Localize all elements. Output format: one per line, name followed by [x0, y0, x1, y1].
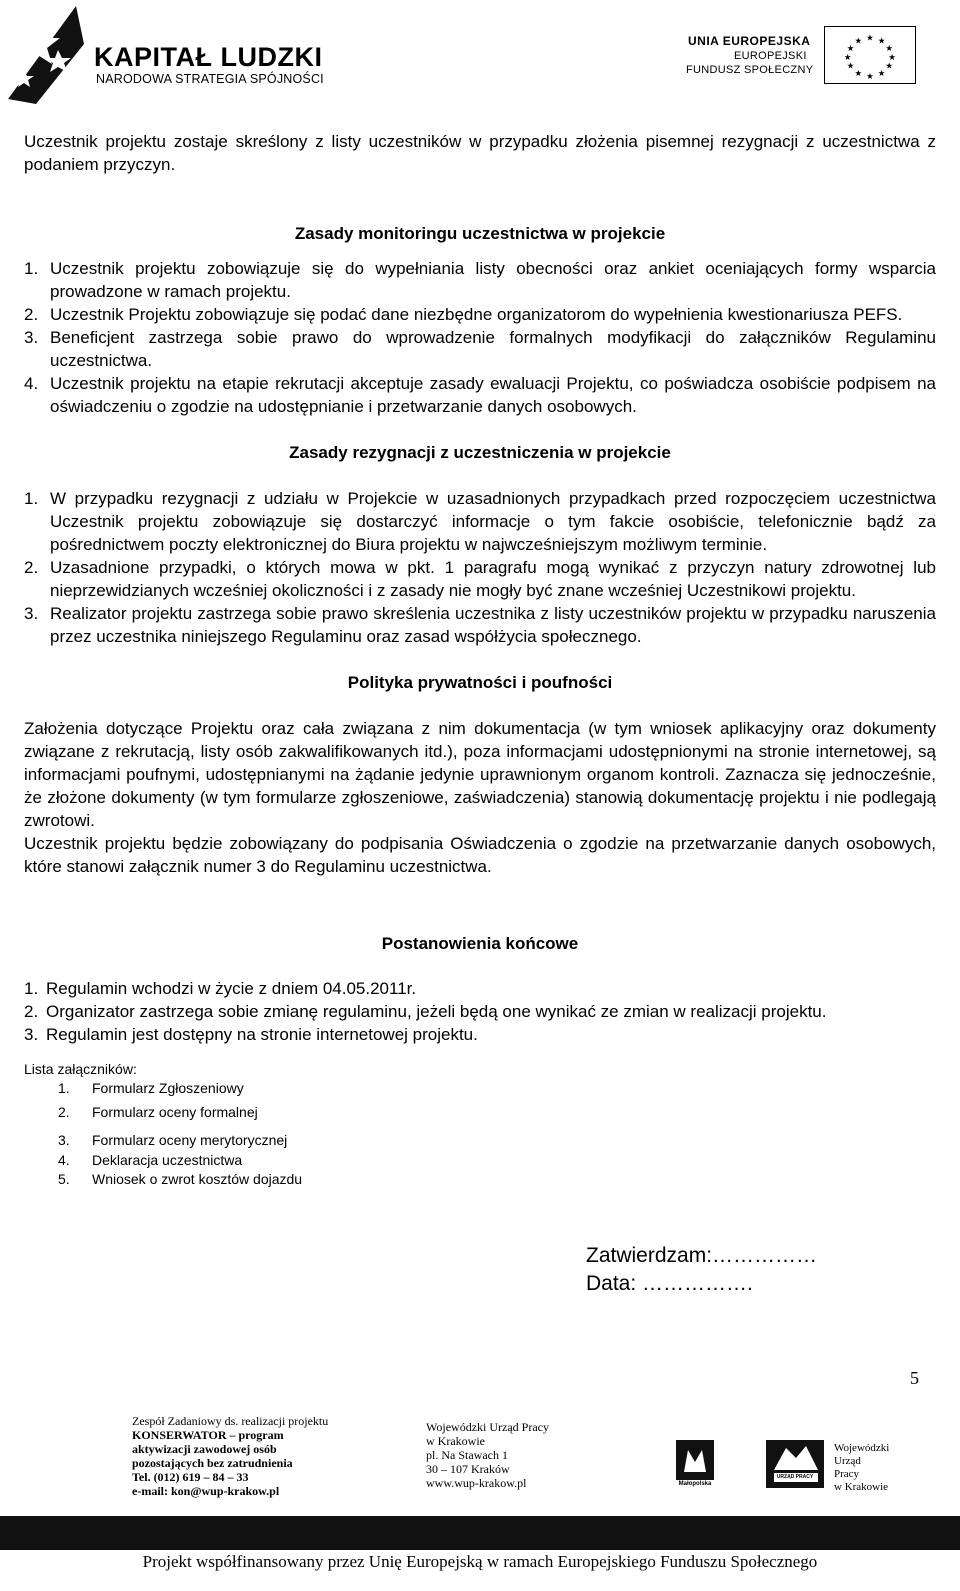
final-provisions-heading: Postanowienia końcowe — [381, 934, 579, 953]
kapital-ludzki-title: KAPITAŁ LUDZKI — [94, 42, 323, 72]
eu-logo — [682, 26, 922, 86]
urzad-pracy-logo — [766, 1440, 824, 1488]
svg-text:★: ★ — [885, 60, 894, 71]
page-number: 5 — [910, 1368, 919, 1388]
office-address: Wojewódzki Urząd Pracy w Krakowie pl. Na Stawach 1 30 – 107 Kraków www.wup-krakow.pl — [426, 1420, 549, 1490]
resignation-item-1: 1. W przypadku rezygnacji z udziału w Projekcie w uzasadnionych przypadkach przed rozpoczęciem uczestnictwa Uczestnik projektu zobowiązuje się dostarczyć informacje o tym fakcie osobiście, telefonicznie bądź za pośrednictwem poczty elektronicznej do Biura projektu w najwcześniejszym możliwym terminie. — [24, 489, 936, 554]
attachment-item: 5. Wniosek o zwrot kosztów dojazdu — [58, 1171, 303, 1187]
svg-text:★: ★ — [854, 68, 863, 79]
monitoring-item-4: 4. Uczestnik projektu na etapie rekrutacji akceptuje zasady ewaluacji Projektu, co poświadcza osobiście podpisem na oświadczeniu o zgodzie na udostępnianie i przetwarzanie danych osobowych. — [24, 374, 936, 416]
kapital-ludzki-emblem-icon — [6, 4, 86, 104]
resignation-item-3: 3. Realizator projektu zastrzega sobie prawo skreślenia uczestnika z listy uczestników projektu w przypadku naruszenia przez uczestnika niniejszego Regulaminu oraz zasad współżycia społecznego. — [24, 604, 936, 646]
attachment-item: 1. Formularz Zgłoszeniowy — [58, 1080, 244, 1096]
svg-text:★: ★ — [846, 60, 855, 71]
kapital-ludzki-subtitle: NARODOWA STRATEGIA SPÓJNOŚCI — [96, 72, 324, 86]
svg-text:★: ★ — [877, 68, 886, 79]
cofinancing-notice: Projekt współfinansowany przez Unię Europejską w ramach Europejskiego Funduszu Społecznego — [142, 1552, 818, 1571]
privacy-heading: Polityka prywatności i poufności — [347, 673, 613, 692]
monitoring-item-3: 3. Beneficjent zastrzega sobie prawo do wprowadzenie formalnych modyfikacji do załączników Regulaminu uczestnictwa. — [24, 328, 936, 370]
malopolska-label: Małopolska — [678, 1481, 712, 1487]
eu-fund-line1: EUROPEJSKI — [734, 50, 807, 62]
svg-text:★: ★ — [866, 71, 874, 82]
svg-text:★: ★ — [846, 43, 855, 54]
svg-text:★: ★ — [888, 51, 897, 62]
svg-text:★: ★ — [854, 35, 863, 46]
attachment-item: 4. Deklaracja uczestnictwa — [58, 1152, 243, 1168]
privacy-paragraph-1: Założenia dotyczące Projektu oraz cała związana z nim dokumentacja (w tym wniosek aplikacyjny oraz dokumenty związane z rekrutacją, listy osób zakwalifikowanych itd.), poza informacjami udostępnionymi na stronie internetowej, są informacjami poufnymi, udostępnianymi na żądanie jedynie uprawnionym organom kontroli. Zaznacza się jednocześnie, że złożone dokumenty (w tym formularze zgłoszeniowe, zaświadczenia) stanowią dokumentację projektu i nie podlegają zwrotowi. — [24, 719, 936, 830]
svg-text:★: ★ — [866, 32, 874, 43]
approval-date-line: Data: ……………. — [586, 1272, 753, 1295]
svg-text:★: ★ — [877, 35, 886, 46]
eu-fund-line2: FUNDUSZ SPOŁECZNY — [686, 64, 814, 76]
intro-paragraph: Uczestnik projektu zostaje skreślony z listy uczestników w przypadku złożenia pisemnej rezygnacji z uczestnictwa z podaniem przyczyn. — [24, 132, 936, 174]
final-item-1: 1. Regulamin wchodzi w życie z dniem 04.05.2011r. — [24, 979, 417, 998]
final-item-3: 3. Regulamin jest dostępny na stronie internetowej projektu. — [24, 1025, 478, 1044]
svg-text:★: ★ — [885, 43, 894, 54]
monitoring-item-1: 1. Uczestnik projektu zobowiązuje się do wypełniania listy obecności oraz ankiet oceniających formy wsparcia prowadzone w ramach projektu. — [24, 259, 936, 301]
attachments-list — [24, 1079, 936, 1189]
eu-title: UNIA EUROPEJSKA — [688, 34, 811, 48]
attachments-title: Lista załączników: — [24, 1061, 137, 1077]
document-body — [24, 130, 936, 1189]
urzad-pracy-label: URZĄD PRACY — [776, 1474, 814, 1480]
project-team-contact: Zespół Zadaniowy ds. realizacji projektu KONSERWATOR – program aktywizacji zawodowej osób pozostających bez zatrudnienia Tel. (012) 619 – 84 – 33 e-mail: kon@wup-krakow.pl — [132, 1414, 329, 1498]
monitoring-heading: Zasady monitoringu uczestnictwa w projekcie — [294, 224, 666, 243]
final-item-2: 2. Organizator zastrzega sobie zmianę regulaminu, jeżeli będą one wynikać ze zmian w realizacji projektu. — [24, 1002, 827, 1021]
svg-text:★: ★ — [843, 51, 852, 62]
kapital-ludzki-logo — [6, 4, 326, 104]
wup-logo-text: Wojewódzki Urząd Pracy w Krakowie — [834, 1442, 890, 1493]
resignation-item-2: 2. Uzasadnione przypadki, o których mowa w pkt. 1 paragrafu mogą wynikać z przyczyn natury zdrowotnej lub nieprzewidzianych wcześniej okoliczności i z zasady nie mogły być znane wcześniej Uczestnikowi projektu. — [24, 558, 936, 600]
attachment-item: 2. Formularz oceny formalnej — [58, 1104, 258, 1120]
monitoring-item-2: 2. Uczestnik Projektu zobowiązuje się podać dane niezbędne organizatorom do wypełnienia kwestionariusza PEFS. — [24, 305, 903, 324]
privacy-paragraph-2: Uczestnik projektu będzie zobowiązany do podpisania Oświadczenia o zgodzie na przetwarzanie danych osobowych, które stanowi załącznik numer 3 do Regulaminu uczestnictwa. — [24, 834, 936, 876]
resignation-heading: Zasady rezygnacji z uczestniczenia w projekcie — [289, 443, 671, 462]
footer-bar — [0, 1516, 960, 1550]
approval-signature-line: Zatwierdzam:…………… — [586, 1244, 818, 1267]
eu-flag-icon — [824, 26, 916, 84]
attachment-item: 3. Formularz oceny merytorycznej — [58, 1132, 288, 1148]
malopolska-logo — [676, 1440, 714, 1490]
